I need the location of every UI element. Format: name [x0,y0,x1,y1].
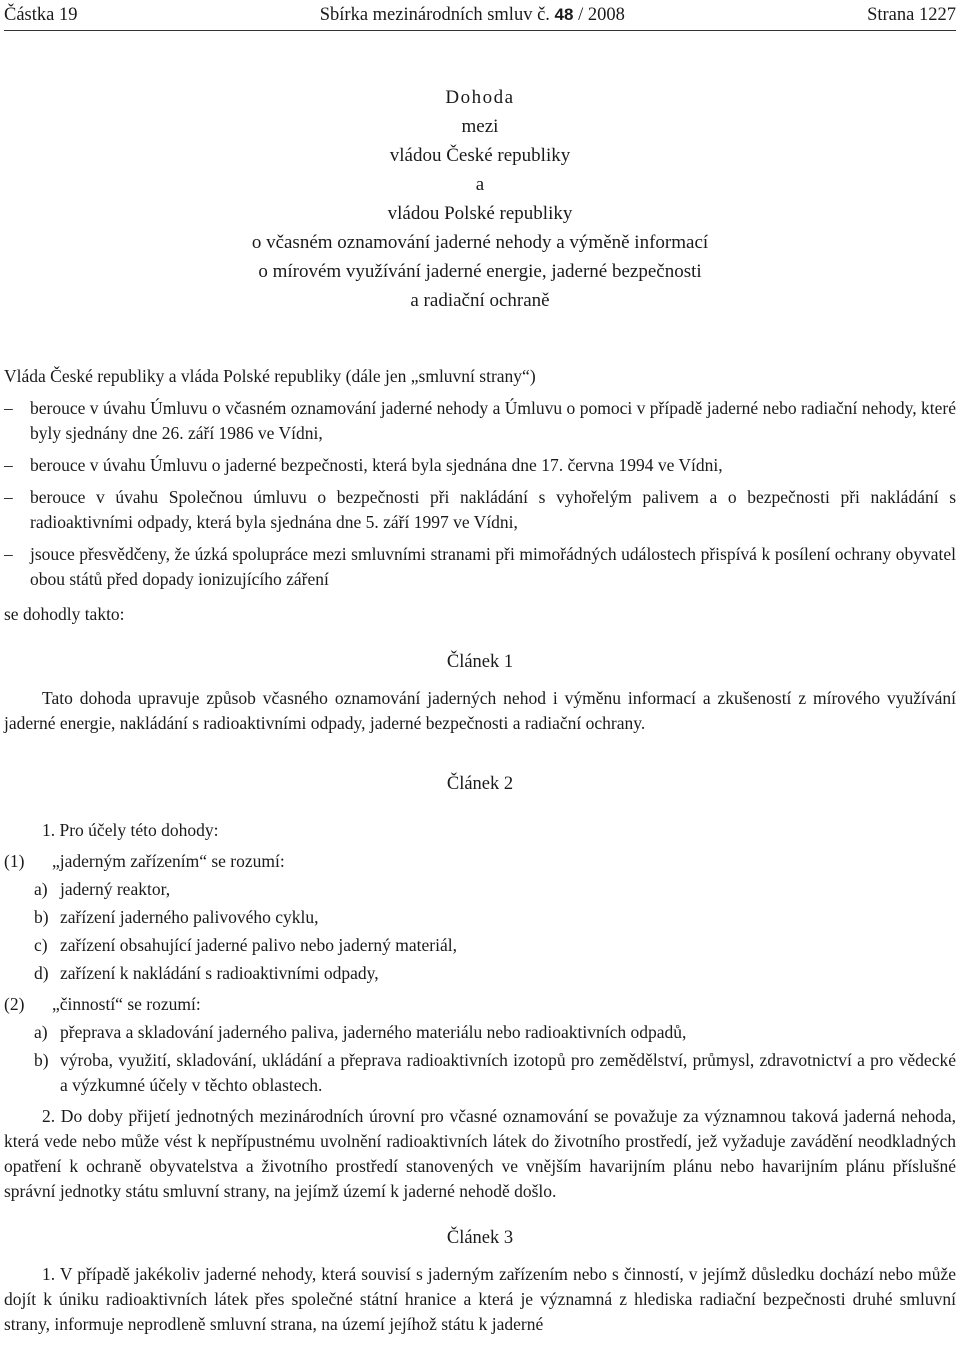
article-3-heading: Článek 3 [446,1228,514,1248]
page-header [4,0,956,31]
recital: – berouce v úvahu Společnou úmluvu o bezpečnosti při nakládání s vyhořelým palivem a o bezpečnosti při nakládání s radioaktivními odpady, která byla sjednána dne 5. září 1997 ve Vídni, [4,487,956,532]
title-line: Dohoda [445,87,515,108]
list-item: b) výroba, využití, skladování, ukládání a přeprava radioaktivních izotopů pro zemědělství, průmysl, zdravotnictví a pro vědecké a výzkumné účely v těchto oblastech. [34,1050,956,1095]
list-item: c) zařízení obsahující jaderné palivo nebo jaderný materiál, [34,935,457,955]
header-page-number: Strana 1227 [867,5,956,25]
title-line: o včasném oznamování jaderné nehody a výměně informací [251,232,709,253]
agreement-clause: se dohodly takto: [4,604,125,624]
header-issue: Částka 19 [4,5,78,25]
dash-marker: – [4,455,13,475]
article-1-heading: Článek 1 [446,652,514,672]
title-line: a [475,174,485,195]
title-line: vládou České republiky [389,145,571,166]
list-item: b) zařízení jaderného palivového cyklu, [34,907,319,927]
dash-marker: – [4,544,13,564]
header-collection: Sbírka mezinárodních smluv č. 48 / 2008 [319,5,625,25]
definition-number: (2) [4,994,25,1014]
document-title [4,83,956,315]
definition-number: (1) [4,851,25,871]
definition-item [4,849,956,874]
dash-marker: – [4,398,13,418]
list-item: d) zařízení k nakládání s radioaktivními odpady, [34,963,379,983]
article-3-paragraph-1: 1. V případě jakékoliv jaderné nehody, která souvisí s jaderným zařízením nebo s činností, v jejímž důsledku dochází nebo může dojít k úniku radioaktivních látek přes společné státní hranice a která je významná z hlediska radiační bezpečnosti druhé smluvní strany, informuje neprodleně smluvní strana, na území jejíhož státu k jaderné [4,1264,956,1334]
list-item: a) přeprava a skladování jaderného paliva, jaderného materiálu nebo radioaktivních odpadů, [34,1022,687,1042]
article-2-paragraph-2: 2. Do doby přijetí jednotných mezinárodních úrovní pro včasné oznamování se považuje za významnou taková jaderná nehoda, která vede nebo může vést k nepřípustnému uvolnění radioaktivních látek do životního prostředí, jež vyžaduje zavádění neodkladných opatření k ochraně obyvatelstva a životního prostředí stanovených ve vnějším havarijním plánu nebo havarijním plánu příslušné správní jednotky státu smluvní strany, na jejímž území k jaderné nehodě došlo. [4,1106,956,1201]
article-2-paragraph-1: 1. Pro účely této dohody: [42,820,219,840]
definition-text: „činností“ se rozumí: [52,994,201,1014]
recital: – berouce v úvahu Úmluvu o jaderné bezpečnosti, která byla sjednána dne 17. června 1994 ve Vídni, [4,453,956,478]
document-page [4,0,956,1337]
title-line: o mírovém využívání jaderné energie, jaderné bezpečnosti [258,261,702,282]
article-1-text: Tato dohoda upravuje způsob včasného oznamování jaderných nehod i výměnu informací a zkušeností z mírového využívání jaderné energie, nakládání s radioaktivními odpady, jaderné bezpečnosti a radiační ochrany. [4,688,956,733]
title-line: mezi [461,116,499,137]
article-2-heading: Článek 2 [446,774,514,794]
definition-text: „jaderným zařízením“ se rozumí: [52,851,285,871]
title-line: vládou Polské republiky [387,203,573,224]
title-line: a radiační ochraně [410,290,550,311]
list-item: a) jaderný reaktor, [34,879,171,899]
preamble-intro: Vláda České republiky a vláda Polské republiky (dále jen „smluvní strany“) [4,366,536,386]
definition-item [4,992,956,1017]
recital: – jsouce přesvědčeny, že úzká spolupráce mezi smluvními stranami při mimořádných událostech přispívá k posílení ochrany obyvatel obou států před dopady ionizujícího záření [4,544,956,589]
dash-marker: – [4,487,13,507]
header-collection-number: 48 [554,5,574,24]
recital: – berouce v úvahu Úmluvu o včasném oznamování jaderné nehody a Úmluvu o pomoci v případě jaderné nebo radiační nehody, které byly sjednány dne 26. září 1986 ve Vídni, [4,398,956,443]
